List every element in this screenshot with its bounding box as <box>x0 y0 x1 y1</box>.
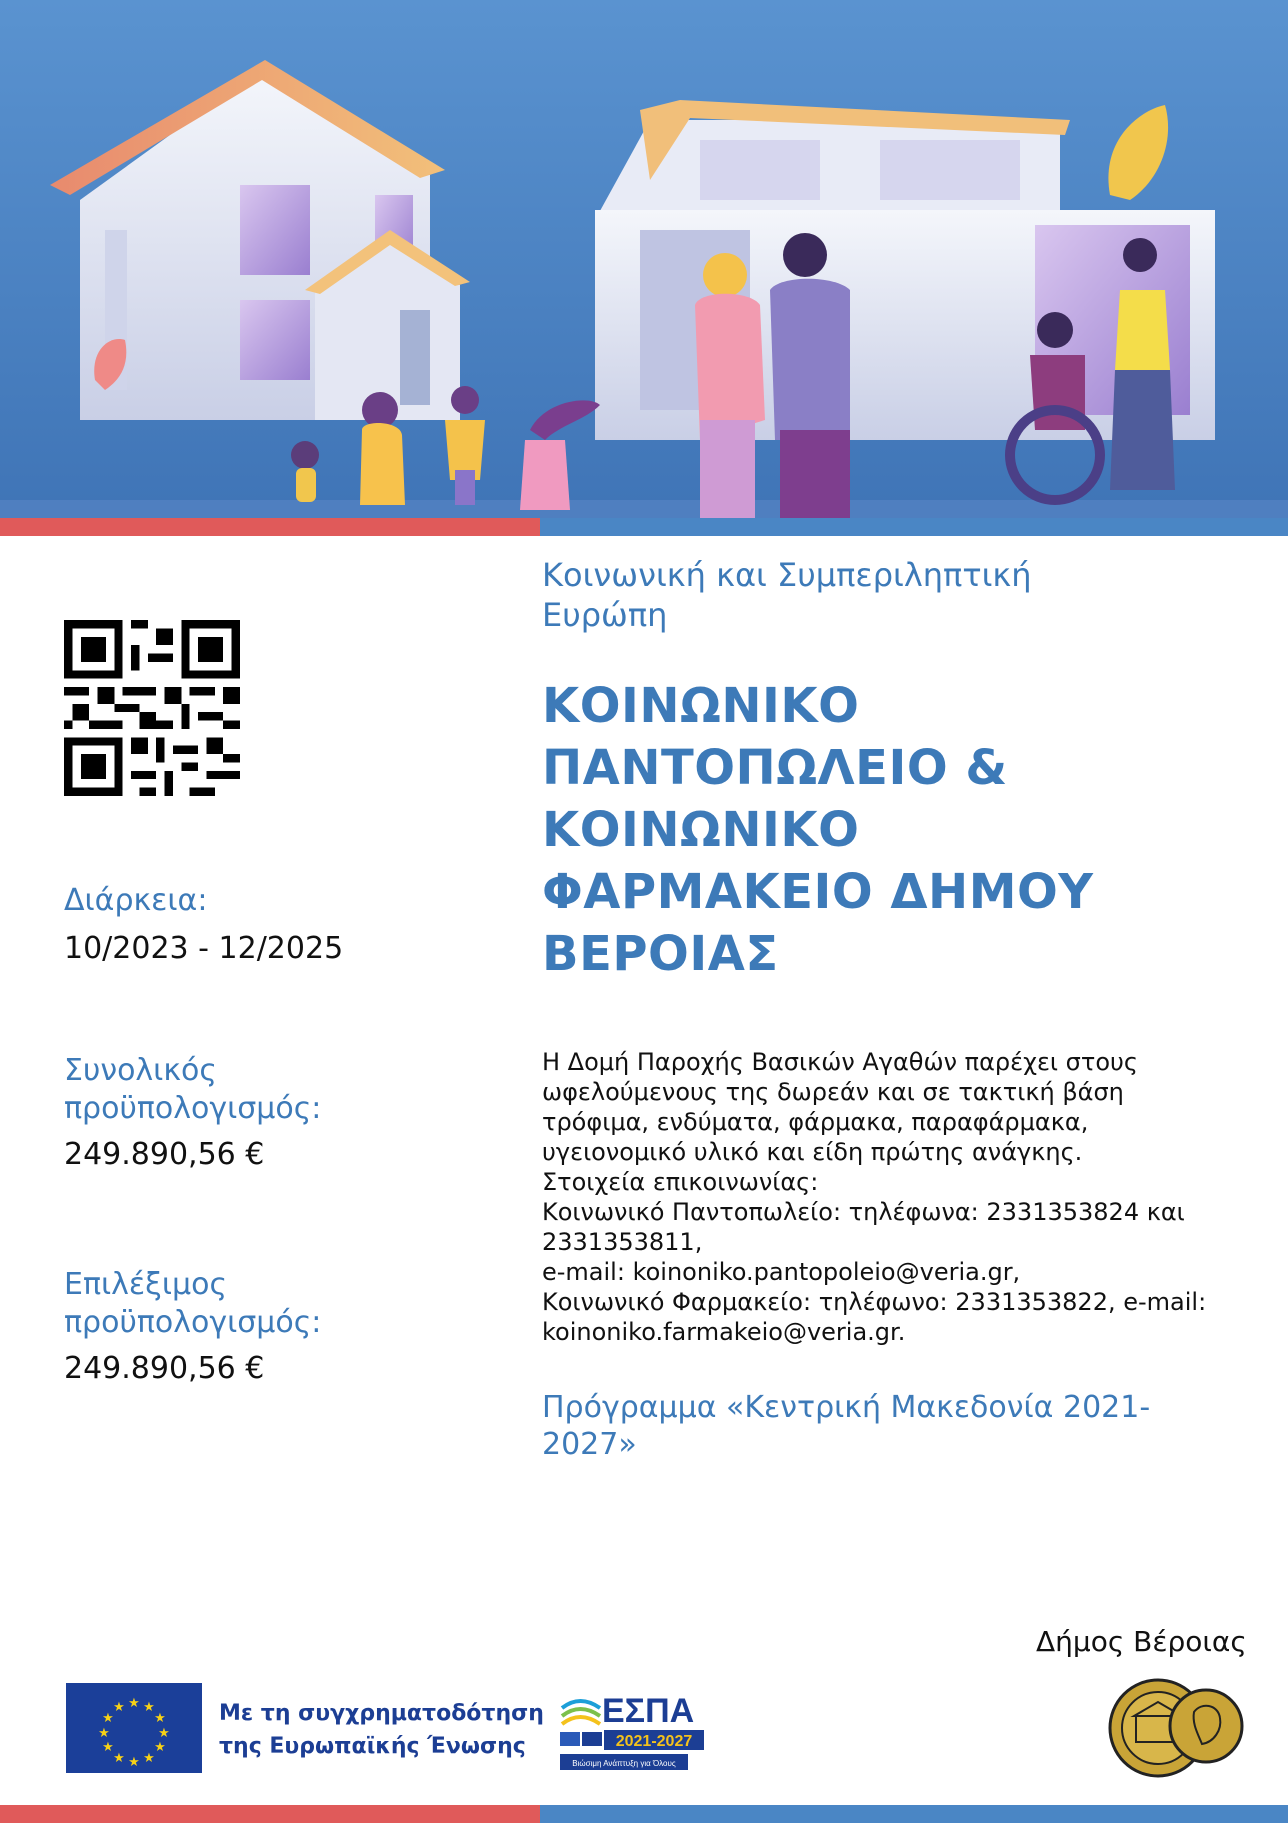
eu-text-line-1: Με τη συγχρηματοδότηση <box>219 1701 544 1726</box>
duration-block <box>64 882 343 968</box>
email-link-farmakeio[interactable]: koinoniko.farmakeio@veria.gr. <box>542 1318 906 1346</box>
project-title-line: ΦΑΡΜΑΚΕΙΟ ΔΗΜΟΥ <box>542 864 1094 920</box>
svg-text:★: ★ <box>102 1740 114 1755</box>
description-line: ωφελούμενους της δωρεάν και σε τακτική βάση <box>542 1078 1124 1106</box>
svg-text:★: ★ <box>113 1751 125 1766</box>
description-line: Η Δομή Παροχής Βασικών Αγαθών παρέχει στους <box>542 1048 1138 1076</box>
hero-illustration <box>0 0 1288 520</box>
program-category: Κοινωνική και Συμπεριληπτική Ευρώπη <box>542 556 1032 634</box>
top-stripe-red <box>0 518 540 536</box>
eu-flag-logo <box>66 1683 202 1773</box>
svg-text:★: ★ <box>143 1700 155 1715</box>
top-stripe-blue <box>540 518 1288 536</box>
project-title-line: ΠΑΝΤΟΠΩΛΕΙΟ & <box>542 740 1008 796</box>
espa-tagline: Βιώσιμη Ανάπτυξη για Όλους <box>572 1759 676 1768</box>
eu-text-line-2: της Ευρωπαϊκής Ένωσης <box>219 1734 526 1759</box>
bottom-stripe-red <box>0 1805 540 1823</box>
espa-logo <box>560 1686 710 1776</box>
description-line: τρόφιμα, ενδύματα, φάρμακα, παραφάρμακα, <box>542 1108 1089 1136</box>
svg-text:★: ★ <box>154 1740 166 1755</box>
email-link-pantopoleio[interactable]: e-mail: koinoniko.pantopoleio@veria.gr, <box>542 1258 1021 1286</box>
description-line: Κοινωνικό Παντοπωλείο: τηλέφωνα: 2331353824 και <box>542 1198 1185 1226</box>
svg-text:★: ★ <box>143 1751 155 1766</box>
svg-text:★: ★ <box>98 1726 110 1741</box>
program-name-line-1: Πρόγραμμα «Κεντρική Μακεδονία 2021- <box>542 1390 1151 1425</box>
project-title-line: ΒΕΡΟΙΑΣ <box>542 926 779 982</box>
project-description <box>542 1047 1242 1347</box>
project-title <box>542 675 1232 985</box>
total-budget-label-2: προϋπολογισμός: <box>64 1091 322 1126</box>
eligible-budget-label-2: προϋπολογισμός: <box>64 1305 322 1340</box>
description-line: 2331353811, <box>542 1228 703 1256</box>
svg-text:★: ★ <box>158 1726 170 1741</box>
project-title-line: ΚΟΙΝΩΝΙΚΟ <box>542 678 860 734</box>
duration-label: Διάρκεια: <box>64 883 208 918</box>
total-budget-block <box>64 1052 321 1174</box>
espa-years: 2021-2027 <box>615 1733 693 1750</box>
svg-text:★: ★ <box>154 1711 166 1726</box>
eligible-budget-block <box>64 1266 321 1388</box>
espa-name: ΕΣΠΑ <box>602 1692 695 1730</box>
svg-text:★: ★ <box>102 1711 114 1726</box>
qr-code[interactable] <box>64 620 240 796</box>
eligible-budget-label-1: Επιλέξιμος <box>64 1267 228 1302</box>
main-content <box>542 555 1232 1463</box>
description-line: Κοινωνικό Φαρμακείο: τηλέφωνο: 2331353822, e-mail: <box>542 1288 1207 1316</box>
duration-value: 10/2023 - 12/2025 <box>64 931 344 966</box>
total-budget-label-1: Συνολικός <box>64 1053 217 1088</box>
eu-stars-icon <box>66 1683 202 1773</box>
eu-cofunding-text <box>219 1697 544 1763</box>
project-title-line: ΚΟΙΝΩΝΙΚΟ <box>542 802 860 858</box>
description-line: Στοιχεία επικοινωνίας: <box>542 1168 819 1196</box>
svg-text:★: ★ <box>128 1755 140 1770</box>
seal-coin-icon <box>1106 1672 1246 1784</box>
espa-logo-graphic <box>560 1686 710 1776</box>
svg-text:★: ★ <box>113 1700 125 1715</box>
program-name-line-2: 2027» <box>542 1427 637 1462</box>
bottom-stripe-blue <box>540 1805 1288 1823</box>
svg-text:★: ★ <box>128 1696 140 1711</box>
total-budget-value: 249.890,56 € <box>64 1137 265 1172</box>
municipality-seal-logo <box>1106 1672 1246 1784</box>
municipality-name: Δήμος Βέροιας <box>1036 1625 1247 1658</box>
program-name <box>542 1389 1202 1463</box>
families-and-houses-illustration <box>0 0 1288 520</box>
description-line: υγειονομικό υλικό και είδη πρώτης ανάγκης. <box>542 1138 1083 1166</box>
eligible-budget-value: 249.890,56 € <box>64 1351 265 1386</box>
